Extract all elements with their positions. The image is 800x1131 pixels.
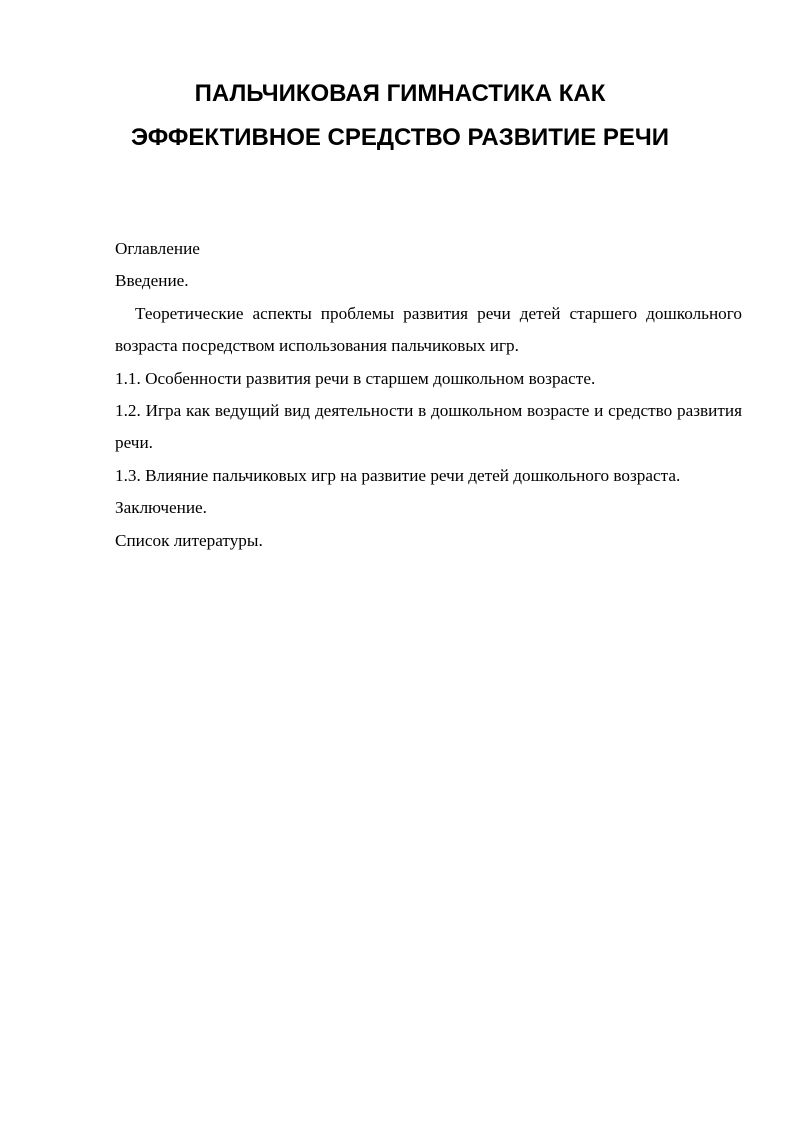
toc-item-introduction: Введение.: [115, 271, 189, 291]
toc-item-1-3: 1.3. Влияние пальчиковых игр на развитие речи детей дошкольного возраста.: [115, 465, 681, 485]
toc-item-conclusion: Заключение.: [115, 498, 207, 518]
toc-item-theory: Теоретические аспекты проблемы развития речи детей старшего дошкольного возраста посредством использования пальчиковых игр.: [115, 303, 742, 356]
toc-item-1-1: 1.1. Особенности развития речи в старшем дошкольном возрасте.: [115, 368, 596, 388]
document-title-line-2: ЭФФЕКТИВНОЕ СРЕДСТВО РАЗВИТИЕ РЕЧИ: [130, 124, 670, 151]
toc-item-1-2: 1.2. Игра как ведущий вид деятельности в дошкольном возрасте и средство развития речи.: [115, 401, 742, 453]
toc-heading: Оглавление: [115, 239, 200, 258]
toc-item-references: Список литературы.: [115, 530, 263, 550]
document-title-line-1: ПАЛЬЧИКОВАЯ ГИМНАСТИКА КАК: [194, 80, 606, 107]
table-of-contents: [115, 233, 742, 557]
